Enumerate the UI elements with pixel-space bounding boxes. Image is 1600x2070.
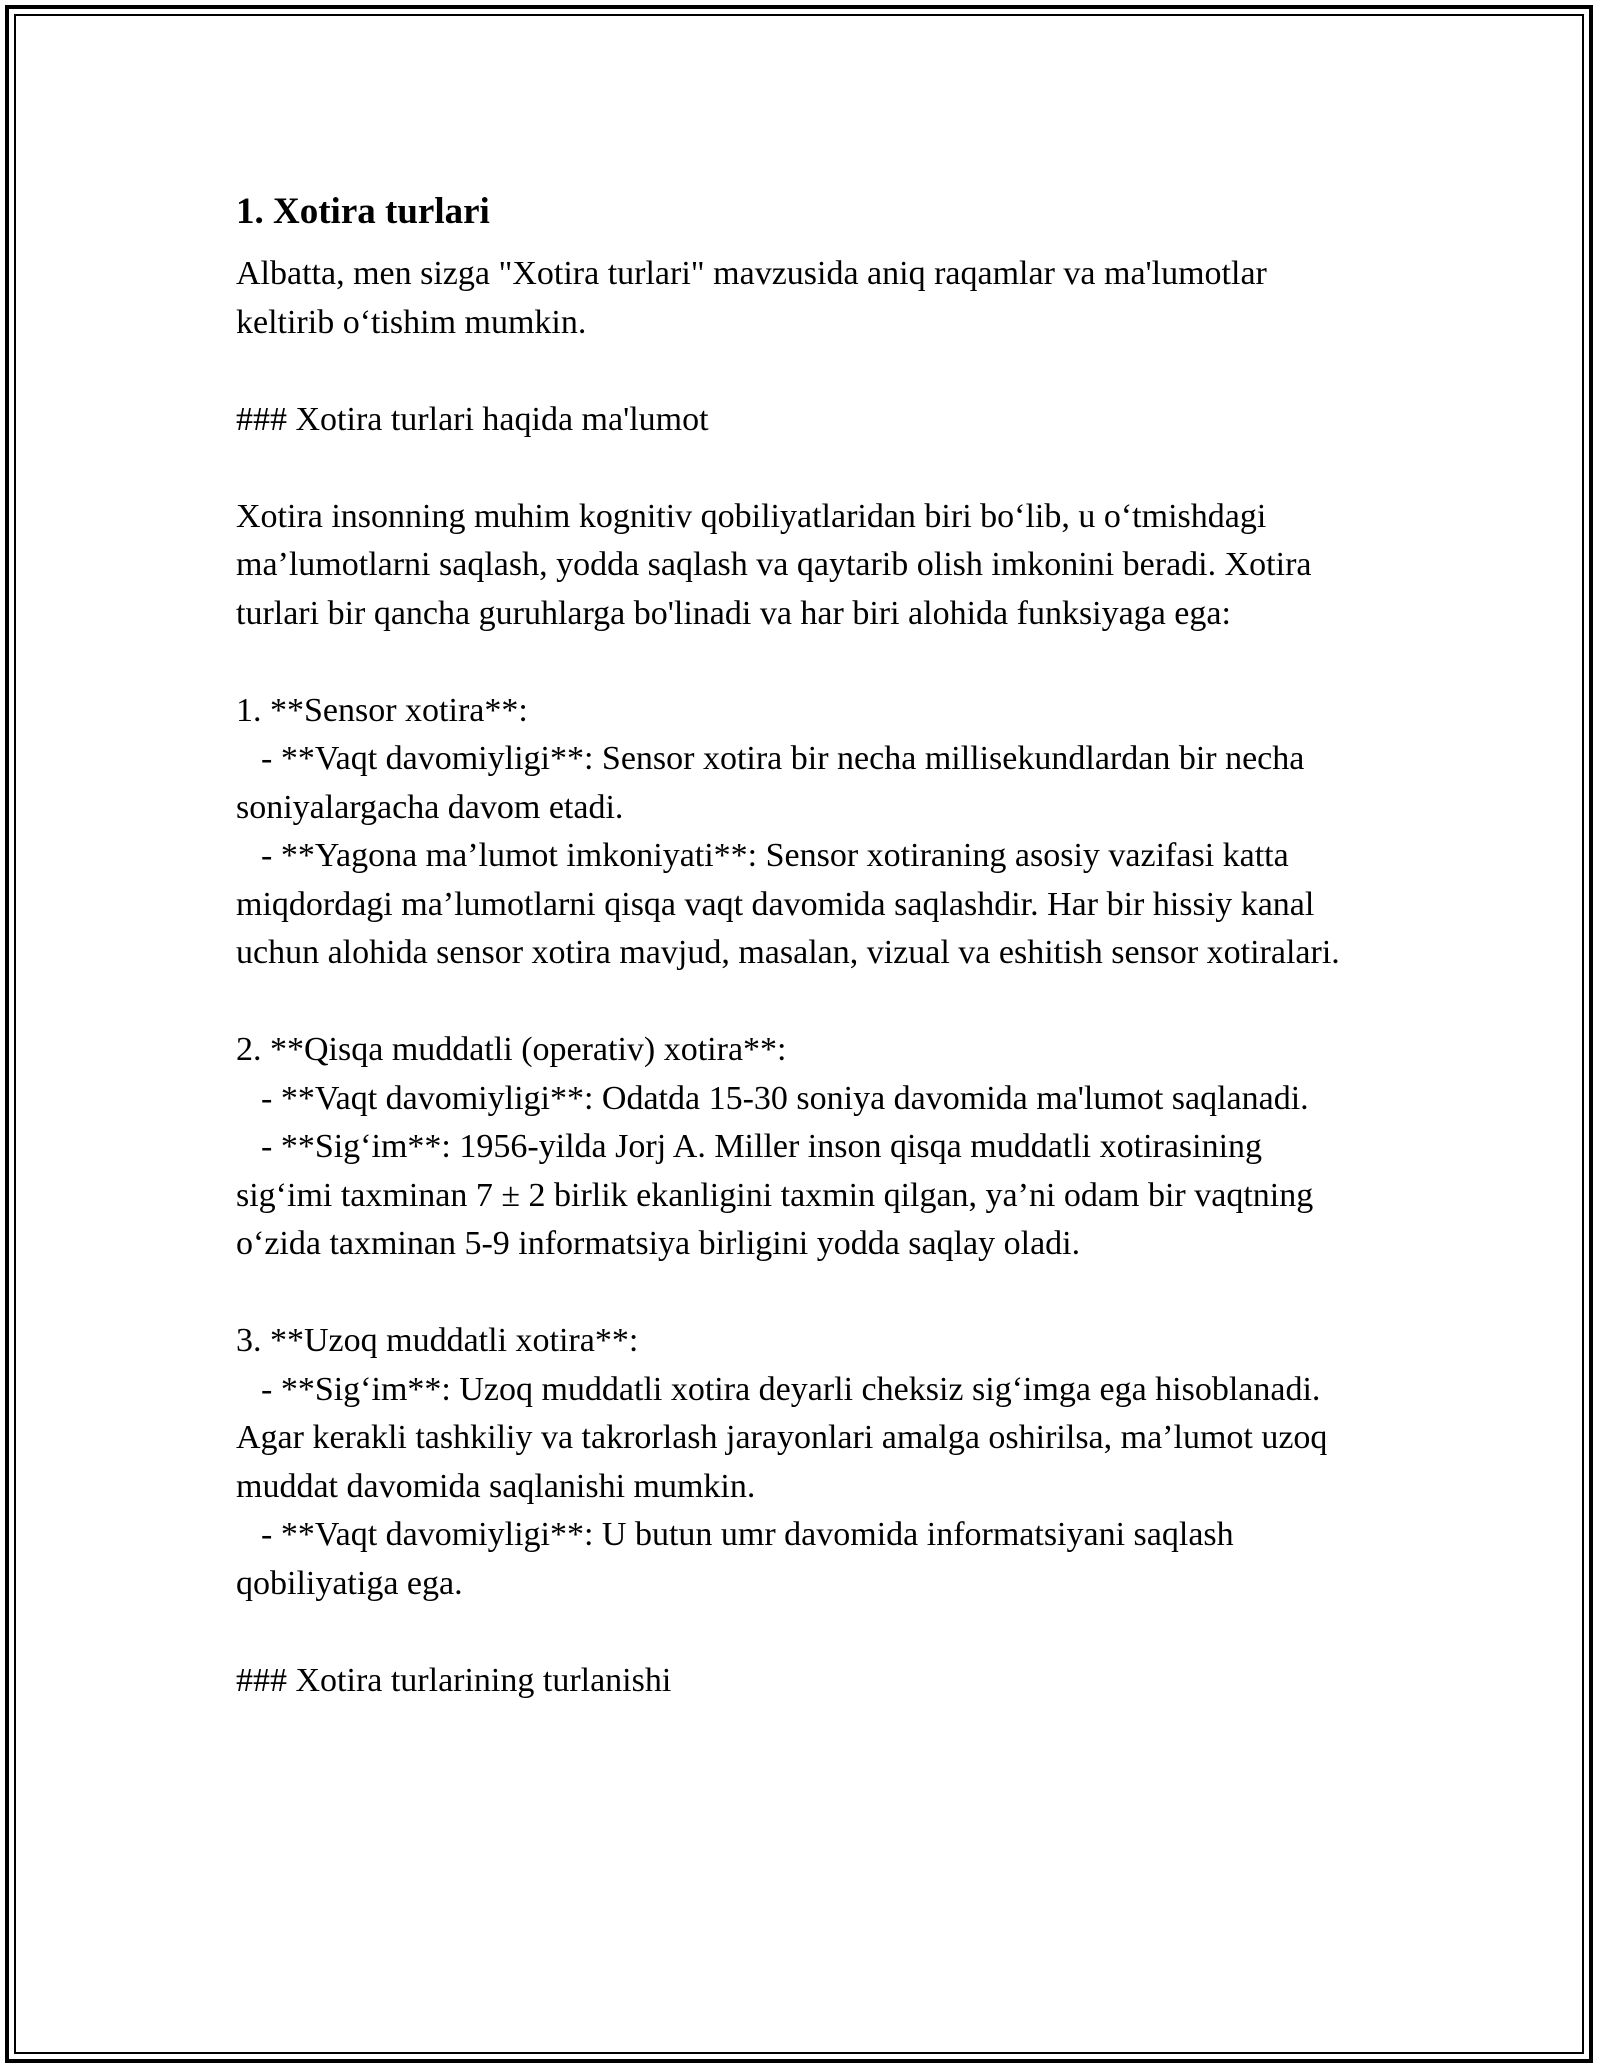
document-body <box>236 184 1366 1705</box>
item-short-term-heading: 2. **Qisqa muddatli (operativ) xotira**: <box>236 1031 787 1068</box>
subheading-memory-classification: ### Xotira turlarining turlanishi <box>236 1661 672 1699</box>
item-sensor-heading: 1. **Sensor xotira**: <box>236 691 528 729</box>
overview-paragraph: Xotira insonning muhim kognitiv qobiliyatlaridan biri bo‘lib, u o‘tmishdagi ma’lumotlarni saqlash, yodda saqlash va qaytarib olish imkonini beradi. Xotira turlari bir qancha guruhlarga bo'linadi va har biri alohida funksiyaga ega: <box>236 497 1320 632</box>
item-long-term-point: - **Sig‘im**: Uzoq muddatli xotira deyarli cheksiz sig‘imga ega hisoblanadi. Agar kerakli tashkiliy va takrorlash jarayonlari amalga oshirilsa, ma’lumot uzoq muddat davomida saqlanishi mumkin. <box>236 1370 1336 1505</box>
document-title: 1. Xotira turlari <box>236 191 490 232</box>
item-sensor-point: - **Yagona ma’lumot imkoniyati**: Sensor xotiraning asosiy vazifasi katta miqdordagi ma’lumotlarni qisqa vaqt davomida saqlashdir. Har bir hissiy kanal uchun alohida sensor xotira mavjud, masalan, vizual va eshitish sensor xotiralari. <box>236 837 1340 971</box>
subheading-about-memory: ### Xotira turlari haqida ma'lumot <box>236 400 709 438</box>
item-long-term-point: - **Vaqt davomiyligi**: U butun umr davomida informatsiyani saqlash qobiliyatiga ega. <box>236 1516 1243 1602</box>
intro-paragraph: Albatta, men sizga "Xotira turlari" mavzusida aniq raqamlar va ma'lumotlar keltirib o‘tishim mumkin. <box>236 255 1276 341</box>
item-long-term-heading: 3. **Uzoq muddatli xotira**: <box>236 1322 639 1359</box>
item-sensor-point: - **Vaqt davomiyligi**: Sensor xotira bir necha millisekundlardan bir necha soniyalargacha davom etadi. <box>236 740 1313 826</box>
item-short-term-point: - **Vaqt davomiyligi**: Odatda 15-30 soniya davomida ma'lumot saqlanadi. <box>261 1079 1309 1117</box>
item-short-term-point: - **Sig‘im**: 1956-yilda Jorj A. Miller inson qisqa muddatli xotirasining sig‘imi taxminan 7 ± 2 birlik ekanligini taxmin qilgan, ya’ni odam bir vaqtning o‘zida taxminan 5-9 informatsiya birligini yodda saqlay oladi. <box>236 1128 1322 1262</box>
